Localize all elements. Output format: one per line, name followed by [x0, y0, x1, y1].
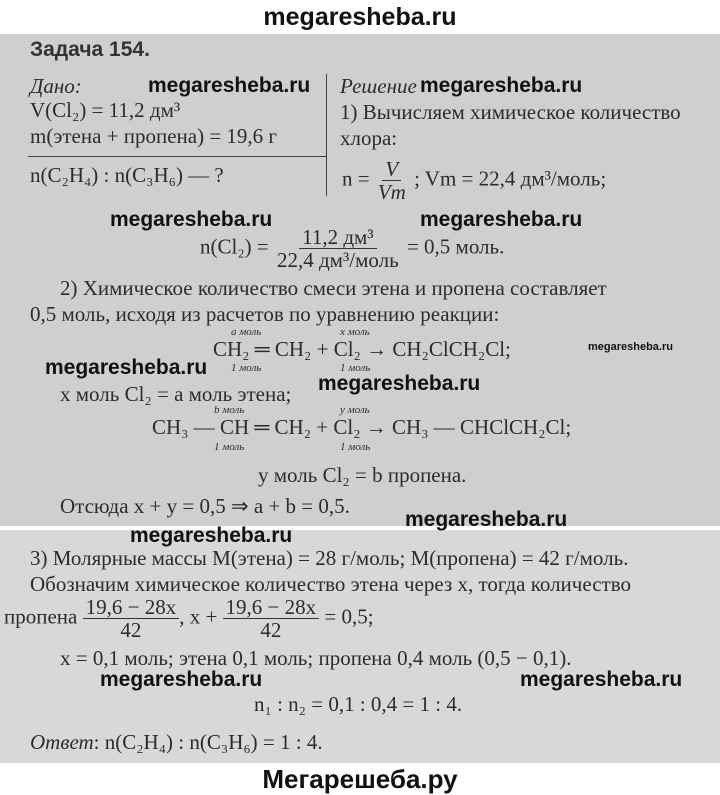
step1-line1: 1) Вычисляем химическое количество [340, 100, 681, 124]
watermark: megaresheba.ru [420, 208, 583, 231]
eq2-above-b: b моль [214, 404, 245, 416]
watermark: megaresheba.ru [148, 74, 311, 97]
mass-fraction-2 [223, 596, 320, 641]
task-title: Задача 154. [30, 38, 150, 61]
eq2-below-b: 1 моль [214, 441, 245, 453]
formula-fraction [375, 158, 409, 203]
step3-equation [4, 596, 374, 641]
ncl2-left: n(Cl₂) = [200, 234, 269, 259]
ncl2-formula [200, 226, 504, 271]
step3-line2: Обозначим химическое количество этена через x, тогда количество [30, 572, 631, 596]
mass-fraction-2-numerator: 19,6 − 28x [223, 596, 320, 619]
ncl2-result: = 0,5 моль. [406, 234, 505, 259]
line-y: y моль Cl₂ = b пропена. [258, 463, 467, 487]
given-divider [28, 156, 326, 157]
formula-numerator: V [382, 158, 401, 181]
step2-line2: 0,5 моль, исходя из расчетов по уравнению реакции: [30, 302, 500, 326]
line-sum: Отсюда x + y = 0,5 ⇒ a + b = 0,5. [60, 494, 350, 518]
formula-n [342, 158, 606, 203]
ncl2-denominator: 22,4 дм³/моль [277, 248, 399, 272]
given-mass: m(этена + пропена) = 19,6 г [30, 124, 278, 148]
step2-line1: 2) Химическое количество смеси этена и пропена составляет [60, 276, 607, 300]
step3-line1: 3) Молярные массы M(этена) = 28 г/моль; M(пропена) = 42 г/моль. [30, 546, 629, 570]
watermark: megaresheba.ru [100, 668, 263, 691]
watermark: megaresheba.ru [318, 372, 481, 395]
eq1-below-x: 1 моль [340, 362, 371, 374]
watermark: megaresheba.ru [110, 208, 273, 231]
find-line: n(C₂H₄) : n(C₃H₆) — ? [30, 163, 224, 187]
step3-result: x = 0,1 моль; этена 0,1 моль; пропена 0,4 моль (0,5 − 0,1). [60, 646, 572, 670]
given-volume: V(Cl₂) = 11,2 дм³ [30, 98, 181, 122]
formula-vm-value: ; Vm = 22,4 дм³/моль; [414, 166, 607, 191]
eq1-below-a: 1 моль [231, 362, 262, 374]
answer-text: : n(C₂H₄) : n(C₃H₆) = 1 : 4. [93, 730, 323, 754]
site-header[interactable]: megaresheba.ru [263, 3, 457, 31]
ncl2-fraction [274, 226, 402, 271]
given-vertical-divider [326, 74, 327, 196]
site-footer[interactable]: Мегарешеба.ру [262, 764, 458, 794]
step3-prefix: пропена [4, 604, 78, 629]
mass-fraction-1-denominator: 42 [120, 618, 142, 642]
mass-fraction-2-denominator: 42 [260, 618, 282, 642]
step3-end: = 0,5; [324, 604, 374, 629]
step1-line2: хлора: [340, 126, 398, 150]
equation-ethene: CH₂ ═ CH₂ + Cl₂ → CH₂ClCH₂Cl; [213, 337, 511, 361]
eq2-below-y: 1 моль [340, 441, 371, 453]
ncl2-numerator: 11,2 дм³ [299, 226, 377, 249]
solution-label: Решение [340, 74, 417, 98]
watermark: megaresheba.ru [130, 524, 293, 547]
mass-fraction-1-numerator: 19,6 − 28x [83, 596, 180, 619]
watermark: megaresheba.ru [405, 508, 568, 531]
step3-mid: , x + [179, 604, 218, 629]
equation-propene: CH₃ — CH ═ CH₂ + Cl₂ → CH₃ — CHClCH₂Cl; [152, 415, 572, 439]
formula-n-left: n = [342, 166, 370, 191]
answer-label: Ответ [30, 730, 94, 754]
line-x: x моль Cl₂ = a моль этена; [60, 382, 292, 406]
watermark: megaresheba.ru [45, 356, 208, 379]
given-label: Дано: [30, 74, 82, 98]
watermark-small: megaresheba.ru [588, 341, 673, 353]
mass-fraction-1 [83, 596, 180, 641]
eq1-above-x: x моль [340, 326, 370, 338]
eq2-above-y: y моль [340, 404, 370, 416]
eq1-above-a: a моль [231, 326, 262, 338]
watermark: megaresheba.ru [520, 668, 683, 691]
answer-line [30, 730, 323, 755]
watermark: megaresheba.ru [420, 74, 583, 97]
mole-ratio: n₁ : n₂ = 0,1 : 0,4 = 1 : 4. [254, 692, 463, 716]
formula-denominator: Vm [377, 180, 406, 204]
